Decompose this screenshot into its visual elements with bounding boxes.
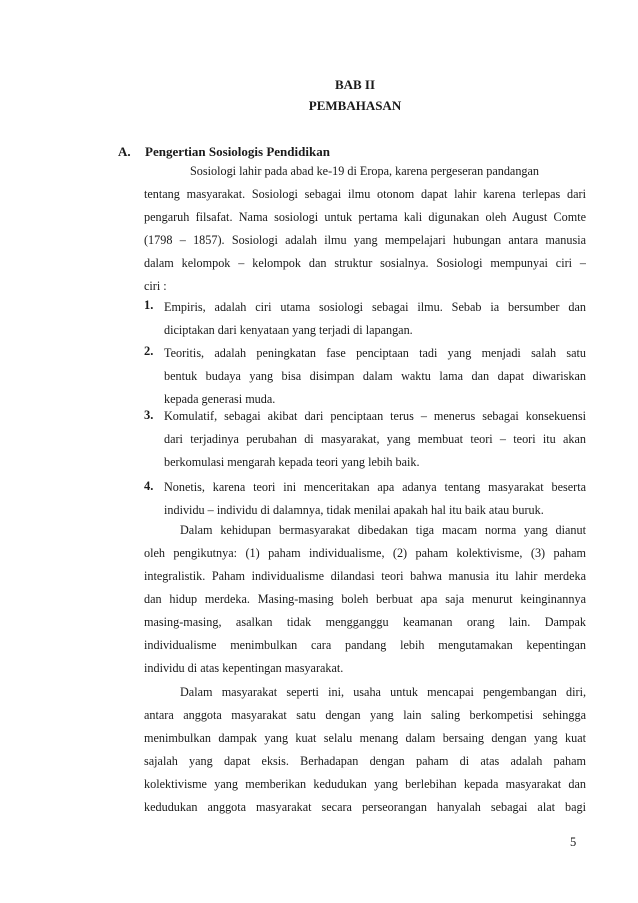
text-line: diciptakan dari kenyataan yang terjadi di lapangan. <box>164 323 413 337</box>
text-line: individu – individu di dalamnya, tidak menilai apakah hal itu baik atau buruk. <box>164 503 544 517</box>
text-line: antara anggota masyarakat satu dengan yang lain saling berkompetisi sehingga <box>144 708 586 722</box>
chapter-subtitle: PEMBAHASAN <box>308 98 402 113</box>
text-line: Komulatif, sebagai akibat dari penciptaan terus – menerus sebagai konsekuensi <box>164 409 586 423</box>
text-line: kedudukan anggota masyarakat secara perseorangan hanyalah sebagai alat bagi <box>144 800 586 814</box>
body-paragraph <box>144 519 586 680</box>
list-item <box>164 405 586 474</box>
text-line: berkomulasi mengarah kepada teori yang lebih baik. <box>164 455 420 469</box>
text-line: dalam kelompok – kelompok dan struktur sosialnya. Sosiologi mempunyai ciri – <box>144 256 586 270</box>
text-line: masing-masing, asalkan tidak mengganggu keamanan orang lain. Dampak <box>144 615 586 629</box>
text-line: Teoritis, adalah peningkatan fase penciptaan tadi yang menjadi salah satu <box>164 346 586 360</box>
text-line: Dalam masyarakat seperti ini, usaha untuk mencapai pengembangan diri, <box>180 685 586 699</box>
text-line: (1798 – 1857). Sosiologi adalah ilmu yang mempelajari hubungan antara manusia <box>144 233 586 247</box>
text-line: integralistik. Paham individualisme dilandasi teori bahwa manusia itu lahir merdeka <box>144 569 586 583</box>
list-number: 4. <box>144 479 154 493</box>
text-line: pengaruh filsafat. Nama sosiologi untuk pertama kali digunakan oleh August Comte <box>144 210 586 224</box>
list-item <box>164 476 586 522</box>
section-letter: A. <box>118 144 131 159</box>
list-number: 1. <box>144 298 154 312</box>
text-line: Dalam kehidupan bermasyarakat dibedakan tiga macam norma yang dianut <box>180 523 586 537</box>
text-line: dari terjadinya perubahan di masyarakat, yang membuat teori – teori itu akan <box>164 432 586 446</box>
text-line: kepada generasi muda. <box>164 392 276 406</box>
text-line: individu di atas kepentingan masyarakat. <box>144 661 344 675</box>
text-line: sajalah yang dapat eksis. Berhadapan dengan paham di atas adalah paham <box>144 754 586 768</box>
intro-paragraph <box>144 160 586 298</box>
text-line: menimbulkan dampak yang kuat selalu menang dalam bersaing dengan yang kuat <box>144 731 586 745</box>
page-number: 5 <box>570 835 577 849</box>
text-line: dan hidup merdeka. Masing-masing boleh berbuat apa saja menurut keinginannya <box>144 592 586 606</box>
text-line: Sosiologi lahir pada abad ke-19 di Eropa, karena pergeseran pandangan <box>190 164 540 178</box>
list-item <box>164 342 586 411</box>
text-line: bentuk budaya yang bisa disimpan dalam waktu lama dan dapat diwariskan <box>164 369 586 383</box>
text-line: oleh pengikutnya: (1) paham individualisme, (2) paham kolektivisme, (3) paham <box>144 546 586 560</box>
text-line: tentang masyarakat. Sosiologi sebagai ilmu otonom dapat lahir karena terlepas dari <box>144 187 586 201</box>
body-paragraph <box>144 681 586 819</box>
text-line: kolektivisme yang memberikan kedudukan yang berlebihan kepada masyarakat dan <box>144 777 586 791</box>
text-line: Empiris, adalah ciri utama sosiologi sebagai ilmu. Sebab ia bersumber dan <box>164 300 586 314</box>
text-line: individualisme menimbulkan cara pandang lebih mengutamakan kepentingan <box>144 638 586 652</box>
list-number: 3. <box>144 408 154 422</box>
list-item <box>164 296 586 342</box>
text-line: ciri : <box>144 279 167 293</box>
section-title: Pengertian Sosiologis Pendidikan <box>145 144 330 159</box>
chapter-title: BAB II <box>334 77 376 92</box>
list-number: 2. <box>144 344 154 358</box>
text-line: Nonetis, karena teori ini menceritakan apa adanya tentang masyarakat beserta <box>164 480 586 494</box>
